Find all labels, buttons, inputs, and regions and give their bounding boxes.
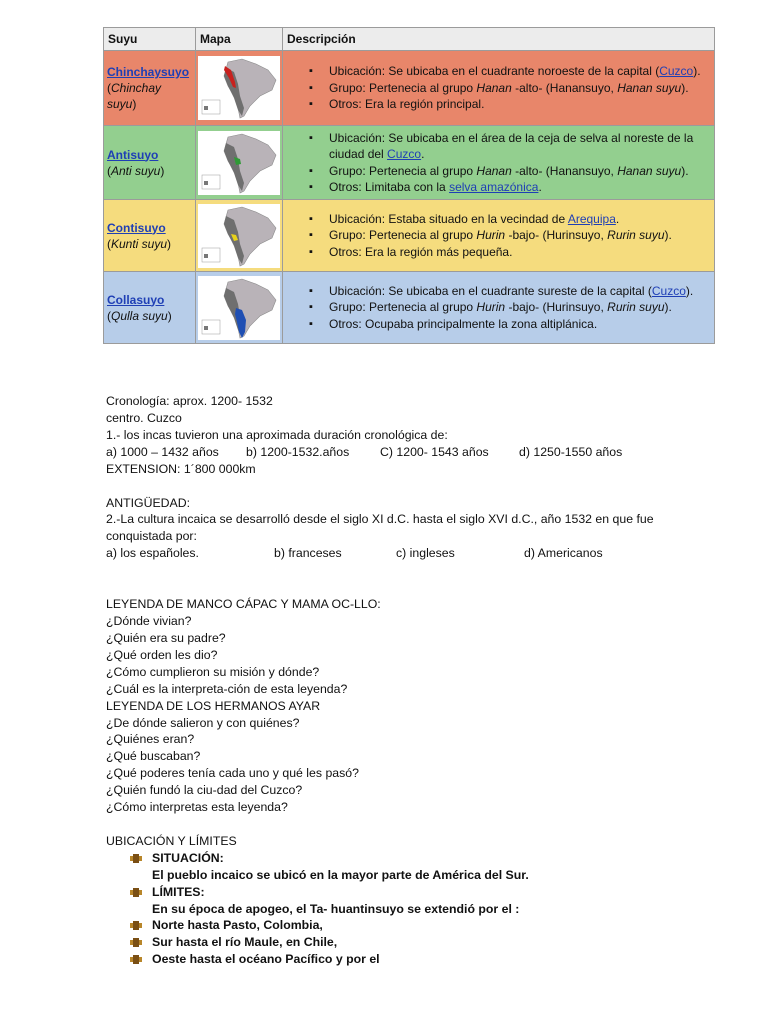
bullet-grupo: ▪ Grupo: Pertenecia al grupo Hurin -bajo- (Hurinsuyo, Rurin suyu). <box>307 227 710 244</box>
bullet-otros: ▪ Otros: Limitaba con la selva amazónica. <box>307 179 710 196</box>
option-a: a) 1000 – 1432 años <box>106 444 219 459</box>
south-america-map-antisuyo <box>198 131 280 195</box>
bullet-icon <box>130 938 142 947</box>
suyu-alt-name: Qulla suyu <box>111 308 168 323</box>
map-cell <box>196 272 283 344</box>
option-d: d) Americanos <box>524 546 603 561</box>
list-item: Sur hasta el río Maule, en Chile, <box>106 934 746 951</box>
suyu-cell: Collasuyo (Qulla suyu) <box>104 272 196 344</box>
list-item: ¿Dónde vivian? <box>106 614 192 629</box>
header-descripcion: Descripción <box>283 28 715 51</box>
leyenda-ayar-heading: LEYENDA DE LOS HERMANOS AYAR <box>106 698 321 713</box>
header-mapa: Mapa <box>196 28 283 51</box>
suyu-alt-name: Chinchay suyu <box>107 81 162 111</box>
document-body <box>106 393 746 968</box>
bullet-otros: ▪ Otros: Era la región más pequeña. <box>307 244 710 261</box>
table-row <box>104 272 715 344</box>
table-row <box>104 200 715 272</box>
option-c: C) 1200- 1543 años <box>380 444 489 459</box>
list-item: SITUACIÓN: <box>106 850 746 867</box>
bullet-ubicacion: ▪ Ubicación: Estaba situado en la vecindad de Arequipa. <box>307 211 710 228</box>
suyu-cell: Contisuyo (Kunti suyu) <box>104 200 196 272</box>
extension-line: EXTENSION: 1´800 000km <box>106 461 256 476</box>
bullet-grupo: ▪ Grupo: Pertenecia al grupo Hanan -alto- (Hanansuyo, Hanan suyu). <box>307 80 710 97</box>
list-item: ¿De dónde salieron y con quiénes? <box>106 715 300 730</box>
bullet-icon <box>130 921 142 930</box>
link-cuzco[interactable]: Cuzco <box>651 283 686 298</box>
list-item: Oeste hasta el océano Pacífico y por el <box>106 951 746 968</box>
suyu-table <box>103 27 715 344</box>
link-cuzco[interactable]: Cuzco <box>659 64 694 79</box>
leyenda-manco-heading: LEYENDA DE MANCO CÁPAC Y MAMA OC-LLO: <box>106 597 381 612</box>
list-item: ¿Qué poderes tenía cada uno y qué les pasó? <box>106 766 359 781</box>
option-a: a) los españoles. <box>106 546 199 561</box>
antiguedad-heading: ANTIGÜEDAD: <box>106 495 191 510</box>
bullet-grupo: ▪ Grupo: Pertenecia al grupo Hurin -bajo- (Hurinsuyo, Rurin suyu). <box>307 299 710 316</box>
list-item: ¿Quiénes eran? <box>106 732 195 747</box>
list-item: ¿Cómo interpretas esta leyenda? <box>106 800 288 815</box>
question-1: 1.- los incas tuvieron una aproximada duración cronológica de: <box>106 427 448 442</box>
map-cell <box>196 126 283 200</box>
bullet-icon <box>130 854 142 863</box>
suyu-cell: Chinchaysuyo (Chinchay suyu) <box>104 51 196 126</box>
question-2: 2.-La cultura incaica se desarrolló desde el siglo XI d.C. hasta el siglo XVI d.C., año 1532 en que fue <box>106 512 654 527</box>
bullet-otros: ▪ Otros: Era la región principal. <box>307 96 710 113</box>
bullet-ubicacion: ▪ Ubicación: Se ubicaba en el cuadrante sureste de la capital (Cuzco). <box>307 283 710 300</box>
bullet-icon <box>130 955 142 964</box>
bullet-icon <box>130 888 142 897</box>
table-row <box>104 51 715 126</box>
south-america-map-chinchaysuyo <box>198 56 280 120</box>
suyu-alt-name: Kunti suyu <box>111 236 168 251</box>
description-cell <box>283 126 715 200</box>
list-item: ¿Cuál es la interpreta-ción de esta leyenda? <box>106 681 348 696</box>
suyu-link-contisuyo[interactable]: Contisuyo <box>107 220 166 235</box>
option-b: b) franceses <box>274 546 342 561</box>
bullet-ubicacion: ▪ Ubicación: Se ubicaba en el cuadrante noroeste de la capital (Cuzco). <box>307 63 710 80</box>
table-header-row <box>104 28 715 51</box>
limites-text: En su época de apogeo, el Ta- huantinsuyo se extendió por el : <box>152 901 520 916</box>
map-cell <box>196 51 283 126</box>
situacion-text: El pueblo incaico se ubicó en la mayor parte de América del Sur. <box>152 867 529 882</box>
option-b: b) 1200-1532.años <box>246 444 350 459</box>
bullet-grupo: ▪ Grupo: Pertenecia al grupo Hanan -alto- (Hanansuyo, Hanan suyu). <box>307 163 710 180</box>
list-item: ¿Quién era su padre? <box>106 630 226 645</box>
option-c: c) ingleses <box>396 546 455 561</box>
suyu-link-collasuyo[interactable]: Collasuyo <box>107 292 165 307</box>
question-1-options <box>106 444 746 461</box>
south-america-map-collasuyo <box>198 276 280 340</box>
bullet-ubicacion: ▪ Ubicación: Se ubicaba en el área de la ceja de selva al noreste de la ciudad del Cuzco. <box>307 130 710 163</box>
list-item: ¿Qué buscaban? <box>106 749 201 764</box>
link-cuzco[interactable]: Cuzco <box>387 147 422 161</box>
south-america-map-contisuyo <box>198 204 280 268</box>
option-d: d) 1250-1550 años <box>519 444 623 459</box>
ubicacion-list <box>106 850 746 968</box>
chronology-line: Cronología: aprox. 1200- 1532 <box>106 394 273 408</box>
list-item: Norte hasta Pasto, Colombia, <box>106 917 746 934</box>
description-cell <box>283 51 715 126</box>
suyu-cell: Antisuyo (Anti suyu) <box>104 126 196 200</box>
list-item: ¿Cómo cumplieron su misión y dónde? <box>106 664 320 679</box>
link-arequipa[interactable]: Arequipa <box>567 211 616 226</box>
suyu-link-chinchaysuyo[interactable]: Chinchaysuyo <box>107 65 190 79</box>
suyu-link-antisuyo[interactable]: Antisuyo <box>107 147 159 162</box>
bullet-otros: ▪ Otros: Ocupaba principalmente la zona altiplánica. <box>307 316 710 333</box>
description-cell <box>283 272 715 344</box>
header-suyu: Suyu <box>104 28 196 51</box>
center-line: centro. Cuzco <box>106 410 182 425</box>
list-item: ¿Qué orden les dio? <box>106 647 218 662</box>
list-item: LÍMITES: <box>106 884 746 901</box>
list-item: ¿Quién fundó la ciu-dad del Cuzco? <box>106 783 303 798</box>
question-2-options <box>106 545 746 562</box>
description-cell <box>283 200 715 272</box>
question-2-cont: conquistada por: <box>106 529 197 544</box>
ubicacion-heading: UBICACIÓN Y LÍMITES <box>106 833 237 848</box>
link-selva-amazonica[interactable]: selva amazónica <box>449 180 539 194</box>
table-row <box>104 126 715 200</box>
map-cell <box>196 200 283 272</box>
suyu-alt-name: Anti suyu <box>111 163 161 178</box>
